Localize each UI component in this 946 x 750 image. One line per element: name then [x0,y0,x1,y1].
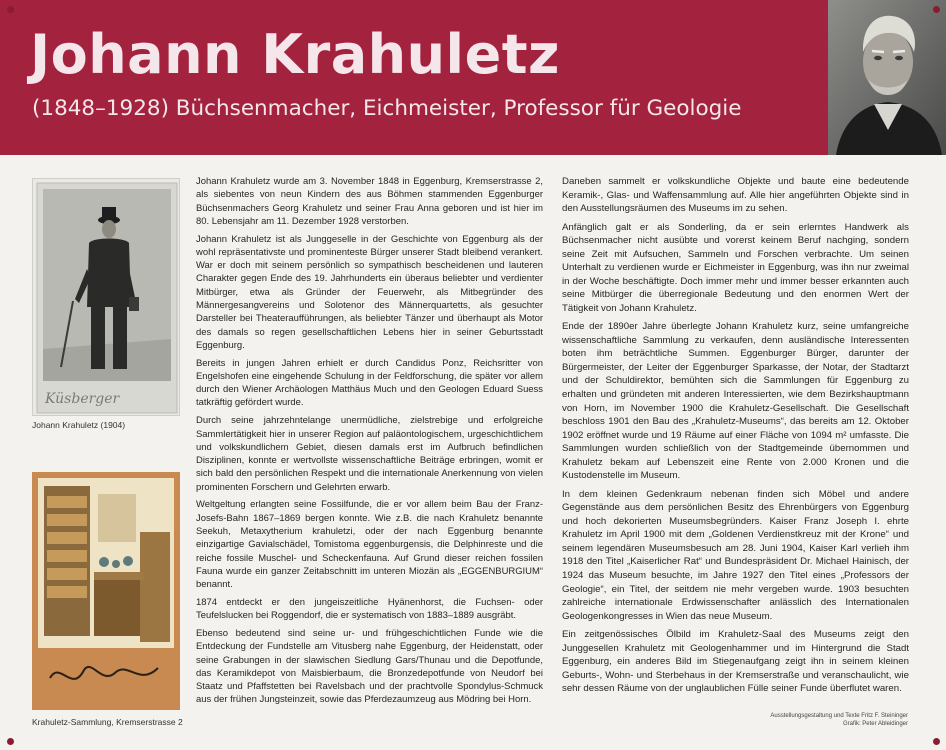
paragraph: 1874 entdeckt er den jungeiszeitliche Hyänenhorst, die Fuchsen- oder Teufelslucken bei Roggendorf, die er systematisch von 1883–1889 ausgräbt. [196,596,543,622]
paragraph: Ende der 1890er Jahre überlegte Johann Krahuletz kurz, seine umfangreiche wissenschaftliche Sammlung zu verkaufen, denn ausländische Interessenten boten ihm beträchtliche Summen. Eggenburger Bürger, darunter der Bürgermeister, der Leiter der Eggenburger Sparkasse, der Notar, der Stadtarzt und der Schuldirektor, bemühten sich die Sammlungen für Eggenburg zu erhalten und gründeten mit anderen Interessierten, wie dem Bezirkshauptmann von Horn, im November 1900 die Krahuletz-Gesellschaft. Die Gesellschaft beschloss 1901 den Bau des „Krahuletz-Museums“, das bereits am 12. Oktober 1902 eröffnet wurde und 19 Räume auf einer Fläche von 1094 m² umfasste. Die Sammlungen wurden schließlich von der Stadtgemeinde übernommen und Krahuletz bekam auf Lebenszeit eine Rente von 2.000 Kronen und die Kustodenstelle im Museum. [562,321,909,482]
mounting-screw [7,738,14,745]
credits [708,712,908,728]
paragraph: Durch seine jahrzehntelange unermüdliche, zielstrebige und erfolgreiche Sammlertätigkeit hier in unserer Region auf paläontologischem, urgeschichtlichem und volkskundlichem Gebiet, diesen damals erst im Aufbruch befindlichen Disziplinen, konnte er wertvollste wissenschaftliche Beiträge erbringen, womit er sich bald den persönlichen Respekt und die internationale Anerkennung von vielen prominenten Forschern und Gelehrten erwarb. [196,415,543,493]
mounting-screw [7,6,14,13]
text-column-left [196,175,543,711]
page-title: Johann Krahuletz [30,23,560,86]
paragraph: Johann Krahuletz wurde am 3. November 1848 in Eggenburg, Kremserstrasse 2, als siebentes von neun Kindern des aus Böhmen stammenden Eggenburger Büchsenmachers Georg Krahuletz und seiner Frau Anna geboren und ist hier im 80. Lebensjahr am 11. Dezember 1928 verstorben. [196,176,543,227]
paragraph: Anfänglich galt er als Sonderling, da er sein erlerntes Handwerk als Büchsenmacher nicht ausübte und vorerst keinem Beruf nachging, sondern seine Zeit mit Aufsuchen, Sammeln und Forschen verbrachte. Um seinen Unterhalt zu verdienen wurde er Eichmeister in Eggenburg, was ihn nur zweimal in der Woche beschäftigte. Doch immer mehr und immer besser erkannten auch seine Mitbürger die überregionale Bedeutung und den enormen Wert der Tätigkeit von Johann Krahuletz. [562,221,909,314]
portrait-photo [828,0,946,155]
photo-caption: Johann Krahuletz (1904) [32,420,126,430]
header-band [0,0,946,155]
paragraph: Ebenso bedeutend sind seine ur- und frühgeschichtlichen Funde wie die Entdeckung der Fundstelle am Vitusberg nahe Eggenburg, der Heidenstatt, oder seine Grabungen in der slawischen Siedlung Gars/Thunau und die Depotfunde, das Keramikdepot von Maisbierbaum, die Bronzedepotfunde von Neudorf bei Staatz und Pfaffstetten bei Ravelsbach und der prachtvolle Spondylus-Schmuck aus der frühen Jungsteinzeit, sowie das Pferdezaumzeug aus Mödring bei Horn. [196,628,543,706]
paragraph: In dem kleinen Gedenkraum nebenan finden sich Möbel und andere Gegenstände aus dem persönlichen Besitz des Ehrenbürgers von Eggenburg und hoch dekorierten Museumsbegründers. Kaiser Franz Joseph I. ehrte Krahuletz im April 1900 mit dem „Goldenen Verdienstkreuz mit der Krone“ und seinem legendären Museumsbesuch am 28. Juni 1904, Kaiser Karl verlieh ihm 1918 den Titel „Kaiserlicher Rat“ und Bundespräsident Dr. Michael Hainisch, der 1924 das Museum besuchte, im Jahre 1927 den Titel eines „Professors der Geologie“, ein Titel, der seitdem nie mehr vergeben wurde. 1903 besuchten zahlreiche internationale Erdwissenschafter anlässlich des Internationalen Geologenkongresses in Wien das neue Museum. [562,488,909,622]
mounting-screw [933,738,940,745]
paragraph: Daneben sammelt er volkskundliche Objekte und baute eine bedeutende Keramik-, Glas- und Waffensammlung auf. Alle hier angeführten Objekte sind in den Ausstellungsräumen des Museums im zu sehen. [562,176,909,215]
mounting-screw [933,6,940,13]
paragraph: Ein zeitgenössisches Ölbild im Krahuletz-Saal des Museums zeigt den Junggesellen Krahuletz mit Geologenhammer und im Hintergrund die Stadt Eggenburg, ein anderes Bild im Stiegenaufgang zeigt ihn in seinem kleinen Geburts-, Wohn- und Sterbehaus in der Kremserstraße und veranschaulicht, wie sehr dessen Räume von der unglaublichen Fülle seiner Funde überflutet waren. [562,629,909,695]
text-column-right [562,175,909,701]
paragraph: Bereits in jungen Jahren erhielt er durch Candidus Ponz, Reichsritter von Engelshofen eine eingehende Schulung in der Feldforschung, die später vor allem durch den Wiener Archäologen Matthäus Much und den Geologen Eduard Suess tatkräftig gefördert wurde. [196,357,543,409]
photographer-signature: Küsberger [45,391,120,407]
paragraph: Johann Krahuletz ist als Junggeselle in der Geschichte von Eggenburg als der wohl repräsentativste und prominenteste Bürger unserer Stadt bleibend verankert. War er doch mit seinem persönlich so sympathisch bescheidenen und lauteren Charakter gegen Ende des 19. Jahrhunderts ein überaus beliebter und verdienter Mitbürger, etwa als Gründer der Feuerwehr, als Mitbegründer des Männergesangvereins und Solotenor des Männerquartetts, als gesuchter Darsteller bei Theateraufführungen, als beliebter Tänzer und überhaupt als Motor des damals so regen gesellschaftlichen Lebens hier in seiner Geburtsstadt Eggenburg. [196,233,543,351]
photo-caption: Krahuletz-Sammlung, Kremserstrasse 2 [32,717,183,727]
page-subtitle: (1848–1928) Büchsenmacher, Eichmeister, Professor für Geologie [32,96,742,121]
credit-line: Ausstellungsgestaltung und Texte Fritz F. Steininger [770,713,908,719]
credit-line: Grafik: Peter Ableidinger [842,721,908,727]
paragraph: Weltgeltung erlangten seine Fossilfunde, die er vor allem beim Bau der Franz-Josefs-Bahn 1867–1869 bergen konnte. Wie z.B. die nach Krahuletz benannte Seekuh, Metaxytherium krahuletzi, oder der nach Eggenburg benannte einzigartige Gavialschädel, Tomistoma eggenburgensis, die Delphinreste und die reiche fossile Muschel- und Scheckenfauna. Auf Grund dieser reichen fossilen Fauna wurde ein ganzer Zeitabschnitt im unteren Miozän als „EGGENBURGIUM“ benannt. [196,499,543,591]
collection-painting [32,472,180,710]
krahuletz-photo-1904 [32,178,180,416]
